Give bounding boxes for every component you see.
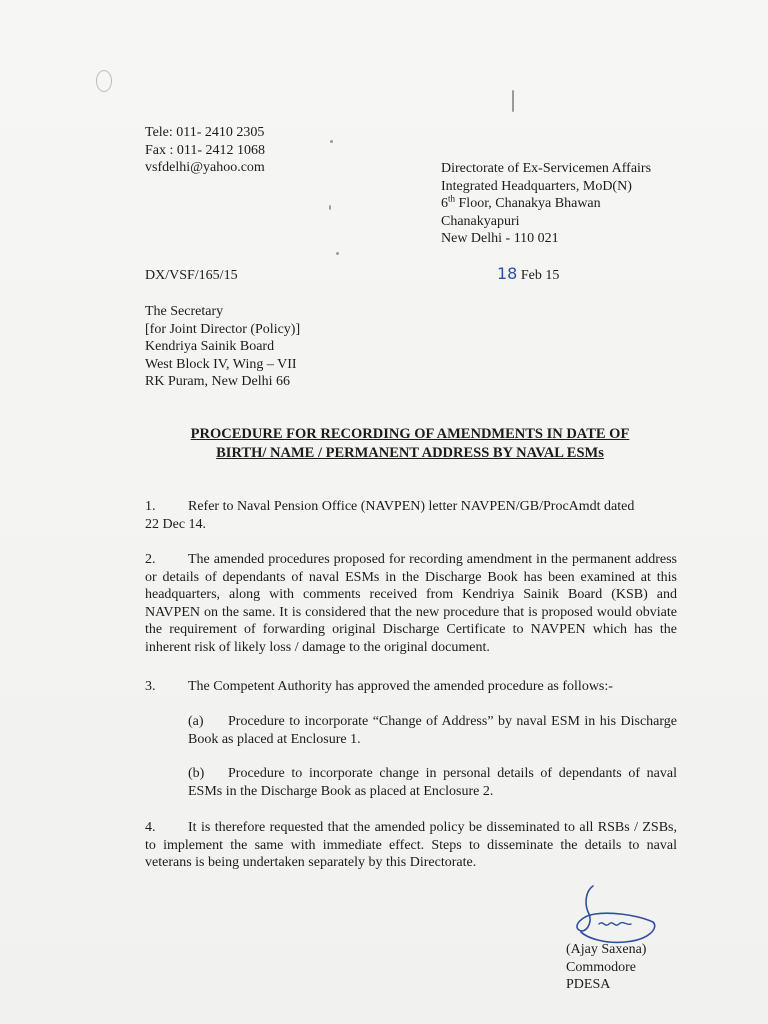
scan-mark xyxy=(96,70,112,92)
letter-date xyxy=(497,265,559,285)
paragraph-1 xyxy=(145,498,677,533)
paragraph-3-text: The Competent Authority has approved the amended procedure as follows:- xyxy=(188,679,613,694)
date-month-year: Feb 15 xyxy=(520,268,560,283)
handwritten-day: 18 xyxy=(497,264,518,283)
paragraph-2-number: 2. xyxy=(145,552,156,567)
addressee-block xyxy=(145,303,300,391)
paragraph-3 xyxy=(145,678,613,696)
office-line-3 xyxy=(441,195,651,213)
signatory-rank: Commodore xyxy=(566,959,636,975)
paragraph-2 xyxy=(145,551,677,657)
signatory-name: (Ajay Saxena) xyxy=(566,942,647,957)
paragraph-4-text: It is therefore requested that the amended policy be disseminated to all RSBs / ZSBs, to implement the same with immediate effect. Steps to disseminate the details to naval veterans is being undertaken separately by this Directorate. xyxy=(145,820,677,871)
scan-mark xyxy=(512,90,514,112)
scan-mark xyxy=(329,205,331,210)
scan-mark xyxy=(330,140,333,143)
subject-line-1: PROCEDURE FOR RECORDING OF AMENDMENTS IN DATE OF xyxy=(190,426,630,442)
reference-number: DX/VSF/165/15 xyxy=(145,268,238,283)
paragraph-1-number: 1. xyxy=(145,499,156,514)
paragraph-3b-label: (b) xyxy=(188,766,205,781)
office-block xyxy=(441,160,651,248)
paragraph-3b xyxy=(188,765,677,800)
paragraph-4-number: 4. xyxy=(145,820,156,835)
paragraph-3a-label: (a) xyxy=(188,714,204,729)
floor-number: 6 xyxy=(441,196,448,211)
scan-mark xyxy=(336,252,339,255)
signatory-block xyxy=(566,941,646,994)
addressee-line-5: RK Puram, New Delhi 66 xyxy=(145,374,291,389)
paragraph-4 xyxy=(145,819,677,872)
sender-fax: Fax : 011- 2412 1068 xyxy=(145,142,266,158)
signatory-designation: PDESA xyxy=(566,977,611,992)
floor-superscript: th xyxy=(448,193,456,204)
sender-email: vsfdelhi@yahoo.com xyxy=(145,160,265,175)
paragraph-1-text: Refer to Naval Pension Office (NAVPEN) letter NAVPEN/GB/ProcAmdt dated xyxy=(188,499,635,514)
paragraph-3-number: 3. xyxy=(145,679,156,694)
addressee-line-4: West Block IV, Wing – VII xyxy=(145,356,297,372)
office-line-1: Directorate of Ex-Servicemen Affairs xyxy=(441,161,652,176)
subject-line-2: BIRTH/ NAME / PERMANENT ADDRESS BY NAVAL ESMs xyxy=(216,445,604,461)
office-line-2: Integrated Headquarters, MoD(N) xyxy=(441,178,632,194)
paragraph-1-text-continued: 22 Dec 14. xyxy=(145,516,207,532)
sender-tele: Tele: 011- 2410 2305 xyxy=(145,125,265,140)
signature-scribble xyxy=(565,880,665,950)
addressee-line-1: The Secretary xyxy=(145,304,224,319)
office-line-4: Chanakyapuri xyxy=(441,213,520,229)
paragraph-2-text: The amended procedures proposed for recording amendment in the permanent address or details of dependants of naval ESMs in the Discharge Book has been examined at this headquarters, along with comments received from Kendriya Sainik Board (KSB) and NAVPEN on the same. It is considered that the new procedure that is proposed would obviate the requirement of forwarding original Discharge Certificate to NAVPEN which has the inherent risk of likely loss / damage to the original document. xyxy=(145,552,677,655)
floor-rest: Floor, Chanakya Bhawan xyxy=(455,196,601,211)
sender-block xyxy=(145,124,265,177)
office-line-5: New Delhi - 110 021 xyxy=(441,231,559,246)
addressee-line-3: Kendriya Sainik Board xyxy=(145,339,275,354)
paragraph-3a-text: Procedure to incorporate “Change of Address” by naval ESM in his Discharge Book as placed at Enclosure 1. xyxy=(188,714,677,747)
paragraph-3a xyxy=(188,713,677,748)
paragraph-3b-text: Procedure to incorporate change in personal details of dependants of naval ESMs in the Discharge Book as placed at Enclosure 2. xyxy=(188,766,677,799)
addressee-line-2: [for Joint Director (Policy)] xyxy=(145,321,301,337)
subject-heading xyxy=(130,425,690,463)
